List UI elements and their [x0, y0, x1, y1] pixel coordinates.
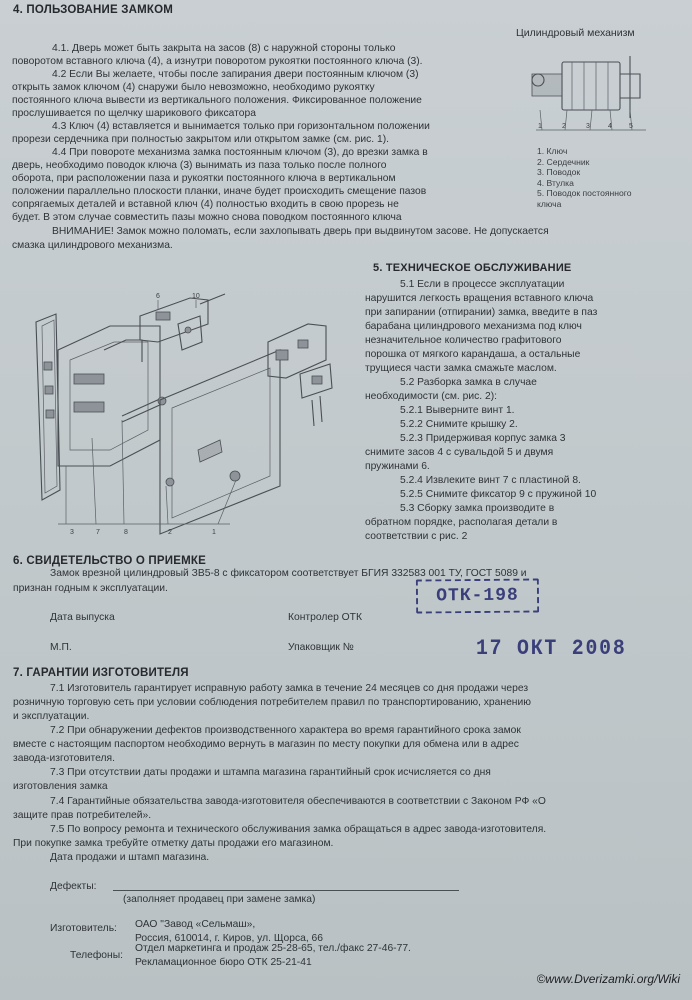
legend-item: 1. Ключ — [537, 146, 568, 156]
sec4-line: открыть замок ключом (4) снаружи было невозможно, необходимо рукоятку — [12, 82, 375, 93]
cyl-label: 1 — [538, 123, 542, 130]
cyl-label: 2 — [562, 123, 566, 130]
cyl-label: 4 — [608, 123, 612, 130]
sec7-line: 7.5 По вопросу ремонта и технического обслуживания замка обращаться в адрес завода-изготовителя. — [50, 824, 547, 835]
sec4-line: 4.2 Если Вы желаете, чтобы после запирания двери постоянным ключом (3) — [52, 69, 419, 80]
sec5-line: обратном порядке, располагая детали в — [365, 517, 558, 528]
sec5-line: пружинами 6. — [365, 461, 430, 472]
cylinder-figure-title: Цилиндровый механизм — [516, 27, 635, 39]
defects-label: Дефекты: — [50, 881, 97, 892]
sec5-line: 5.2.1 Выверните винт 1. — [400, 405, 515, 416]
sec4-line: прослушивается по щелчку шарикового фиксатора — [12, 108, 256, 119]
sec4-line: дверь, необходимо поводок ключа (3) вынимать из паза только после полного — [12, 160, 387, 171]
seal-label: М.П. — [50, 642, 72, 653]
fig-label: 7 — [96, 529, 100, 536]
fig-label: 6 — [156, 293, 160, 300]
manufacturer-label: Изготовитель: — [50, 923, 117, 934]
sec5-line: 5.2 Разборка замка в случае — [400, 377, 537, 388]
phones-label: Телефоны: — [70, 950, 123, 961]
sec4-line: смазка цилиндрового механизма. — [12, 240, 173, 251]
sec7-line: и эксплуатации. — [13, 711, 90, 722]
sec4-line: положении параллельно плоскости планки, иначе будет происходить смещение пазов — [12, 186, 427, 197]
sec4-line: 4.1. Дверь может быть закрыта на засов (8) с наружной стороны только — [52, 43, 396, 54]
sec5-line: 5.2.2 Снимите крышку 2. — [400, 419, 518, 430]
sec4-line: будет. В этом случае совместить пазы можно снова поводком постоянного ключа — [12, 212, 402, 223]
sec5-line: соответствии с рис. 2 — [365, 531, 468, 542]
legend-item: 2. Сердечник — [537, 156, 590, 167]
sec7-line: 7.4 Гарантийные обязательства завода-изготовителя обеспечиваются в соответствии с Законом РФ «О — [50, 796, 546, 807]
section-5-title: 5. ТЕХНИЧЕСКОЕ ОБСЛУЖИВАНИЕ — [373, 262, 572, 274]
sec5-line: необходимости (см. рис. 2): — [365, 391, 498, 402]
sec7-line: завода-изготовителя. — [13, 753, 115, 764]
sec5-line: порошка от мягкого карандаша, а остальные — [365, 349, 581, 360]
packer-label: Упаковщик № — [288, 642, 354, 653]
lock-exploded-drawing — [30, 290, 352, 540]
sec7-line: вместе с настоящим паспортом необходимо вернуть в магазин по месту покупки для обмена или в адрес — [13, 739, 519, 750]
manufacturer-line: Россия, 610014, г. Киров, ул. Щорса, 66 — [135, 933, 323, 944]
sec4-line: поворотом вставного ключа (4), а изнутри поворотом рукоятки постоянного ключа (3). — [12, 56, 423, 67]
sec5-line: при запирании (отпирании) замка, введите в паз — [365, 307, 598, 318]
cyl-label: 3 — [586, 123, 590, 130]
sec5-line: 5.3 Сборку замка производите в — [400, 503, 555, 514]
site-watermark: ©www.Dverizamki.org/Wiki — [536, 972, 680, 986]
sec7-line: розничную торговую сеть при условии соблюдения потребителем правил по транспортированию, хранению — [13, 697, 531, 708]
sec4-line: постоянного ключа вывести из вертикального положения. Фиксированное положение — [12, 95, 422, 106]
sec5-line: 5.1 Если в процессе эксплуатации — [400, 279, 565, 290]
legend-item: 3. Поводок — [537, 167, 581, 177]
section-7-title: 7. ГАРАНТИИ ИЗГОТОВИТЕЛЯ — [13, 667, 189, 679]
otk-stamp: ОТК-198 — [416, 578, 539, 613]
cylinder-legend — [537, 146, 632, 209]
fig-label: 10 — [192, 293, 200, 300]
sec5-line: трущиеся части замка смажьте маслом. — [365, 363, 557, 374]
sec5-line: нарушится легкость вращения вставного ключа — [365, 293, 594, 304]
date-stamp: 17 ОКТ 2008 — [476, 636, 627, 661]
sec5-line: снимите засов 4 с сувальдой 5 и двумя — [365, 447, 554, 458]
sec4-warning: ВНИМАНИЕ! Замок можно поломать, если захлопывать дверь при выдвинутом засове. Не допускается — [52, 226, 549, 237]
section-6-title: 6. СВИДЕТЕЛЬСТВО О ПРИЕМКЕ — [13, 555, 206, 567]
legend-item: 5. Поводок постоянного — [537, 188, 632, 198]
sec7-line: При покупке замка требуйте отметку даты продажи его магазином. — [13, 838, 334, 849]
sec6-line: признан годным к эксплуатации. — [13, 583, 168, 594]
sec4-line: 4.4 При повороте механизма замка постоянным ключом (3), до врезки замка в — [52, 147, 428, 158]
otk-controller-label: Контролер ОТК — [288, 612, 362, 623]
sec7-line: защите прав потребителей». — [13, 810, 152, 821]
sec7-line: 7.2 При обнаружении дефектов производственного характера во время гарантийного срока замок — [50, 725, 521, 736]
sec7-line: 7.3 При отсутствии даты продажи и штампа магазина гарантийный срок исчисляется со дня — [50, 767, 491, 778]
sec5-line: незначительное количество графитового — [365, 335, 562, 346]
fig-label: 8 — [124, 529, 128, 536]
sec7-line: изготовления замка — [13, 781, 108, 792]
sec4-line: 4.3 Ключ (4) вставляется и вынимается только при горизонтальном положении — [52, 121, 430, 132]
section-4-title: 4. ПОЛЬЗОВАНИЕ ЗАМКОМ — [13, 4, 174, 16]
defects-note: (заполняет продавец при замене замка) — [123, 894, 316, 905]
sec4-line: сопрягаемых деталей и вставной ключ (4) полностью входить в свою прорезь не — [12, 199, 399, 210]
sec6-line: Замок врезной цилиндровый ЗВ5-8 с фиксатором соответствует БГИЯ 332583 001 ТУ, ГОСТ 5089 и — [50, 568, 527, 579]
manufacturer-line: ОАО "Завод «Сельмаш», — [135, 919, 256, 930]
sec5-line: 5.2.5 Снимите фиксатор 9 с пружиной 10 — [400, 489, 597, 500]
phones-line: Рекламационное бюро ОТК 25-21-41 — [135, 957, 312, 968]
cylinder-mechanism-drawing — [522, 44, 672, 140]
sec5-line: барабана цилиндрового механизма под ключ — [365, 321, 582, 332]
sec7-line: 7.1 Изготовитель гарантирует исправную работу замка в течение 24 месяцев со дня продажи через — [50, 683, 529, 694]
fig-label: 1 — [212, 529, 216, 536]
sec4-line: оборота, при расположении паза и рукоятки постоянного ключа в вертикальном — [12, 173, 396, 184]
fig-label: 2 — [168, 529, 172, 536]
cyl-label: 5 — [629, 123, 633, 130]
defects-line — [113, 890, 459, 891]
sec5-line: 5.2.4 Извлеките винт 7 с пластиной 8. — [400, 475, 581, 486]
legend-item: 4. Втулка — [537, 177, 574, 188]
phones-line: Отдел маркетинга и продаж 25-28-65, тел./факс 27-46-77. — [135, 943, 411, 954]
legend-item: ключа — [537, 198, 562, 209]
sec4-line: прорези сердечника при полностью закрытом или открытом замке (см. рис. 1). — [12, 134, 390, 145]
sec7-line: Дата продажи и штамп магазина. — [50, 852, 210, 863]
sec5-line: 5.2.3 Придерживая корпус замка 3 — [400, 433, 566, 444]
fig-label: 3 — [70, 529, 74, 536]
release-date-label: Дата выпуска — [50, 612, 115, 623]
